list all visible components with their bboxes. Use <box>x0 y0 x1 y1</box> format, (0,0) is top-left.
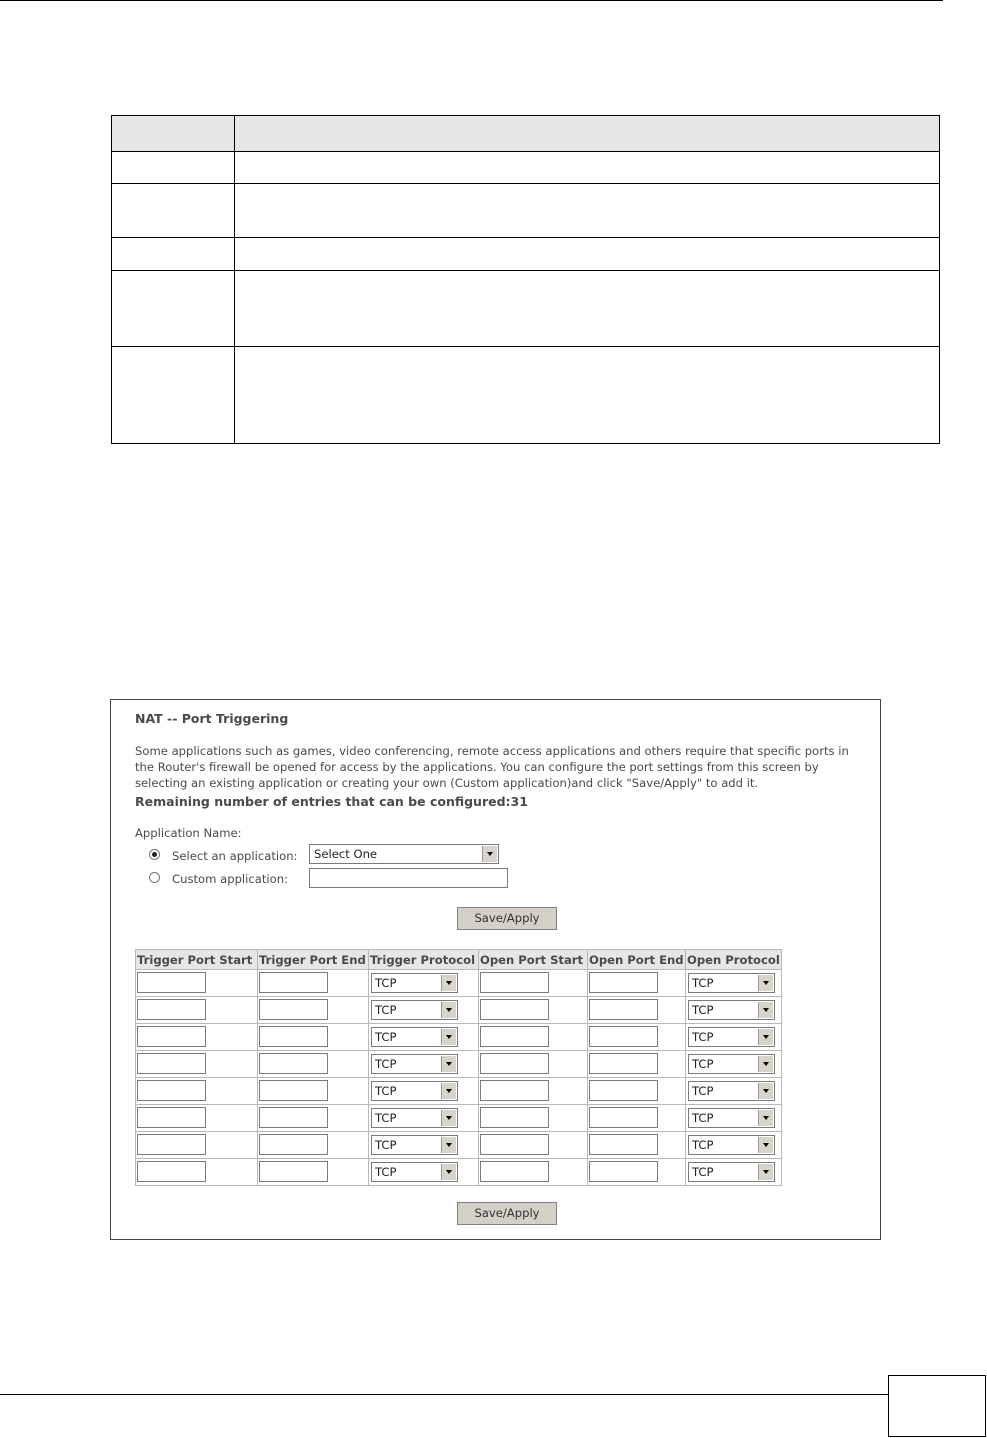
trigger-port-end-input[interactable] <box>259 1161 328 1182</box>
chevron-down-icon <box>758 1056 773 1072</box>
table-row <box>136 1051 782 1078</box>
col-open-port-end: Open Port End <box>588 950 686 970</box>
trigger-port-end-input[interactable] <box>259 1080 328 1101</box>
col-open-port-start: Open Port Start <box>479 950 588 970</box>
table-row <box>112 271 940 347</box>
trigger-protocol-select[interactable] <box>371 1135 458 1155</box>
application-name-label: Application Name: <box>135 826 242 840</box>
trigger-port-end-input[interactable] <box>259 1053 328 1074</box>
trigger-protocol-select-value: TCP <box>375 1030 397 1044</box>
application-select-value: Select One <box>314 847 378 861</box>
table-row <box>136 1078 782 1105</box>
open-port-end-input[interactable] <box>589 1080 658 1101</box>
chevron-down-icon <box>758 1164 773 1180</box>
save-apply-button-top[interactable]: Save/Apply <box>457 907 557 930</box>
table-row <box>136 970 782 997</box>
table-row <box>112 184 940 238</box>
open-protocol-select-value: TCP <box>692 1030 714 1044</box>
open-protocol-select-value: TCP <box>692 1084 714 1098</box>
field-description-table <box>111 115 940 444</box>
chevron-down-icon <box>441 1137 456 1153</box>
col-trigger-port-end: Trigger Port End <box>258 950 369 970</box>
trigger-port-start-input[interactable] <box>137 1026 206 1047</box>
table-row <box>112 347 940 444</box>
trigger-protocol-select[interactable] <box>371 973 458 993</box>
trigger-protocol-select[interactable] <box>371 1162 458 1182</box>
chevron-down-icon <box>758 1083 773 1099</box>
application-select[interactable] <box>309 844 499 864</box>
open-port-end-input[interactable] <box>589 1026 658 1047</box>
header-rule <box>0 0 943 1</box>
trigger-port-start-input[interactable] <box>137 1107 206 1128</box>
chevron-down-icon <box>441 1002 456 1018</box>
trigger-protocol-select-value: TCP <box>375 1138 397 1152</box>
trigger-protocol-select-value: TCP <box>375 1165 397 1179</box>
select-application-radio[interactable] <box>149 849 160 860</box>
open-port-end-input[interactable] <box>589 1161 658 1182</box>
open-protocol-select[interactable] <box>688 1054 775 1074</box>
chevron-down-icon <box>441 1164 456 1180</box>
trigger-port-end-input[interactable] <box>259 1134 328 1155</box>
open-protocol-select[interactable] <box>688 1162 775 1182</box>
open-port-start-input[interactable] <box>480 972 549 993</box>
remaining-entries-text: Remaining number of entries that can be configured:31 <box>135 794 528 809</box>
table-row <box>136 997 782 1024</box>
open-port-end-input[interactable] <box>589 1107 658 1128</box>
trigger-protocol-select-value: TCP <box>375 1084 397 1098</box>
custom-application-label: Custom application: <box>172 872 288 886</box>
chevron-down-icon <box>758 975 773 991</box>
trigger-port-end-input[interactable] <box>259 972 328 993</box>
open-protocol-select[interactable] <box>688 1135 775 1155</box>
trigger-protocol-select[interactable] <box>371 1000 458 1020</box>
trigger-protocol-select-value: TCP <box>375 976 397 990</box>
page-number-box <box>888 1375 986 1437</box>
chevron-down-icon <box>758 1137 773 1153</box>
trigger-protocol-select-value: TCP <box>375 1057 397 1071</box>
chevron-down-icon <box>758 1029 773 1045</box>
col-trigger-protocol: Trigger Protocol <box>369 950 479 970</box>
trigger-port-start-input[interactable] <box>137 1161 206 1182</box>
open-protocol-select-value: TCP <box>692 1165 714 1179</box>
open-port-end-input[interactable] <box>589 1053 658 1074</box>
trigger-protocol-select[interactable] <box>371 1081 458 1101</box>
open-port-end-input[interactable] <box>589 1134 658 1155</box>
chevron-down-icon <box>758 1110 773 1126</box>
open-protocol-select-value: TCP <box>692 1138 714 1152</box>
open-port-start-input[interactable] <box>480 1080 549 1101</box>
trigger-port-end-input[interactable] <box>259 1026 328 1047</box>
port-trigger-table <box>135 949 782 1186</box>
open-port-start-input[interactable] <box>480 1161 549 1182</box>
custom-application-input[interactable] <box>309 868 508 888</box>
select-application-label: Select an application: <box>172 849 298 863</box>
col-trigger-port-start: Trigger Port Start <box>136 950 258 970</box>
open-protocol-select[interactable] <box>688 1000 775 1020</box>
chevron-down-icon <box>758 1002 773 1018</box>
open-port-end-input[interactable] <box>589 999 658 1020</box>
table-row <box>136 1132 782 1159</box>
table-row <box>136 1159 782 1186</box>
col-open-protocol: Open Protocol <box>686 950 782 970</box>
open-port-start-input[interactable] <box>480 1134 549 1155</box>
table-row <box>112 238 940 271</box>
custom-application-radio[interactable] <box>149 872 160 883</box>
chevron-down-icon <box>441 1056 456 1072</box>
trigger-port-start-input[interactable] <box>137 1053 206 1074</box>
table-row <box>136 1105 782 1132</box>
trigger-protocol-select-value: TCP <box>375 1111 397 1125</box>
chevron-down-icon <box>482 846 497 862</box>
open-protocol-select[interactable] <box>688 973 775 993</box>
description-text: Some applications such as games, video conferencing, remote access applications and others require that specific ports in the Router's firewall be opened for access by the applications. You can configure the port settings from this screen by selecting an existing application or creating your own (Custom application)and click "Save/Apply" to add it. <box>135 744 849 790</box>
open-port-end-input[interactable] <box>589 972 658 993</box>
trigger-port-start-input[interactable] <box>137 972 206 993</box>
open-port-start-input[interactable] <box>480 1026 549 1047</box>
table-row <box>112 152 940 184</box>
open-protocol-select-value: TCP <box>692 976 714 990</box>
trigger-protocol-select[interactable] <box>371 1108 458 1128</box>
open-protocol-select[interactable] <box>688 1081 775 1101</box>
open-port-start-input[interactable] <box>480 1107 549 1128</box>
open-protocol-select-value: TCP <box>692 1057 714 1071</box>
open-protocol-select-value: TCP <box>692 1111 714 1125</box>
open-port-start-input[interactable] <box>480 999 549 1020</box>
port-table-header <box>136 950 782 970</box>
chevron-down-icon <box>441 975 456 991</box>
footer-rule <box>0 1394 888 1395</box>
trigger-protocol-select[interactable] <box>371 1027 458 1047</box>
chevron-down-icon <box>441 1110 456 1126</box>
page-title: NAT -- Port Triggering <box>135 711 289 726</box>
trigger-protocol-select[interactable] <box>371 1054 458 1074</box>
chevron-down-icon <box>441 1029 456 1045</box>
trigger-port-start-input[interactable] <box>137 1134 206 1155</box>
trigger-port-end-input[interactable] <box>259 1107 328 1128</box>
open-protocol-select[interactable] <box>688 1027 775 1047</box>
trigger-port-end-input[interactable] <box>259 999 328 1020</box>
chevron-down-icon <box>441 1083 456 1099</box>
open-protocol-select[interactable] <box>688 1108 775 1128</box>
trigger-port-start-input[interactable] <box>137 999 206 1020</box>
trigger-protocol-select-value: TCP <box>375 1003 397 1017</box>
table-row <box>136 1024 782 1051</box>
port-triggering-screenshot <box>110 699 881 1240</box>
table-header-row <box>112 116 940 152</box>
open-port-start-input[interactable] <box>480 1053 549 1074</box>
save-apply-button-bottom[interactable]: Save/Apply <box>457 1202 557 1225</box>
trigger-port-start-input[interactable] <box>137 1080 206 1101</box>
open-protocol-select-value: TCP <box>692 1003 714 1017</box>
